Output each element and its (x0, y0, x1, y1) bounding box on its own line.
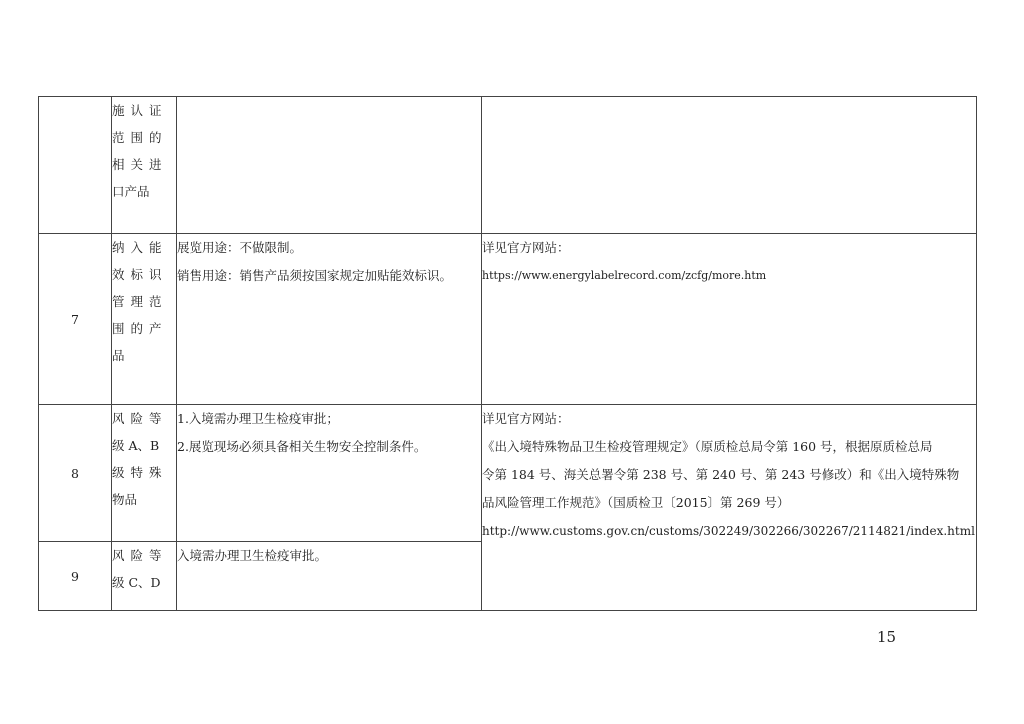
row-number (39, 97, 112, 234)
reference-cell (482, 405, 977, 611)
table-row (39, 97, 977, 234)
table-row (39, 405, 977, 542)
category-line: 级 C、D (112, 575, 161, 590)
category-line: 范围的 (112, 130, 168, 145)
reference-line: 详见官方网站： (482, 240, 570, 255)
category-line: 管理范 (112, 294, 168, 309)
requirement-line: 展览用途：不做限制。 (177, 240, 303, 255)
category-cell (112, 97, 177, 234)
requirements-cell (177, 542, 482, 611)
category-line: 围的产 (112, 321, 168, 336)
category-line: 风险等 (112, 548, 168, 563)
reference-link[interactable]: http://www.customs.gov.cn/customs/302249/302266/302267/2114821/index.html (482, 524, 975, 538)
reference-cell (482, 234, 977, 405)
category-line: 级 A、B (112, 438, 160, 453)
category-line: 纳入能 (112, 240, 168, 255)
row-number: 8 (39, 405, 112, 542)
category-cell (112, 542, 177, 611)
requirement-line: 销售用途：销售产品须按国家规定加贴能效标识。 (177, 268, 453, 283)
table-row (39, 234, 977, 405)
category-cell (112, 234, 177, 405)
requirements-table (38, 96, 977, 611)
reference-cell (482, 97, 977, 234)
requirements-cell (177, 234, 482, 405)
category-line: 物品 (112, 492, 138, 507)
reference-line: 令第 184 号、海关总署令第 238 号、第 240 号、第 243 号修改）和《出入境特殊物 (482, 467, 960, 482)
category-line: 口产品 (112, 184, 150, 199)
row-number: 7 (39, 234, 112, 405)
requirement-line: 入境需办理卫生检疫审批。 (177, 548, 328, 563)
category-line: 施认证 (112, 103, 168, 118)
reference-line: 详见官方网站： (482, 411, 570, 426)
category-line: 效标识 (112, 267, 168, 282)
requirement-line: 2.展览现场必须具备相关生物安全控制条件。 (177, 439, 427, 454)
reference-line: 《出入境特殊物品卫生检疫管理规定》（原质检总局令第 160 号，根据原质检总局 (482, 439, 933, 454)
category-line: 品 (112, 348, 131, 363)
requirements-cell (177, 97, 482, 234)
category-line: 相关进 (112, 157, 168, 172)
category-line: 风险等 (112, 411, 168, 426)
page-number: 15 (877, 628, 897, 646)
reference-line: 品风险管理工作规范》（国质检卫〔2015〕第 269 号） (482, 495, 790, 510)
category-cell (112, 405, 177, 542)
reference-link[interactable]: https://www.energylabelrecord.com/zcfg/more.htm (482, 269, 767, 282)
requirements-cell (177, 405, 482, 542)
category-line: 级特殊 (112, 465, 168, 480)
row-number: 9 (39, 542, 112, 611)
requirement-line: 1.入境需办理卫生检疫审批； (177, 411, 339, 426)
